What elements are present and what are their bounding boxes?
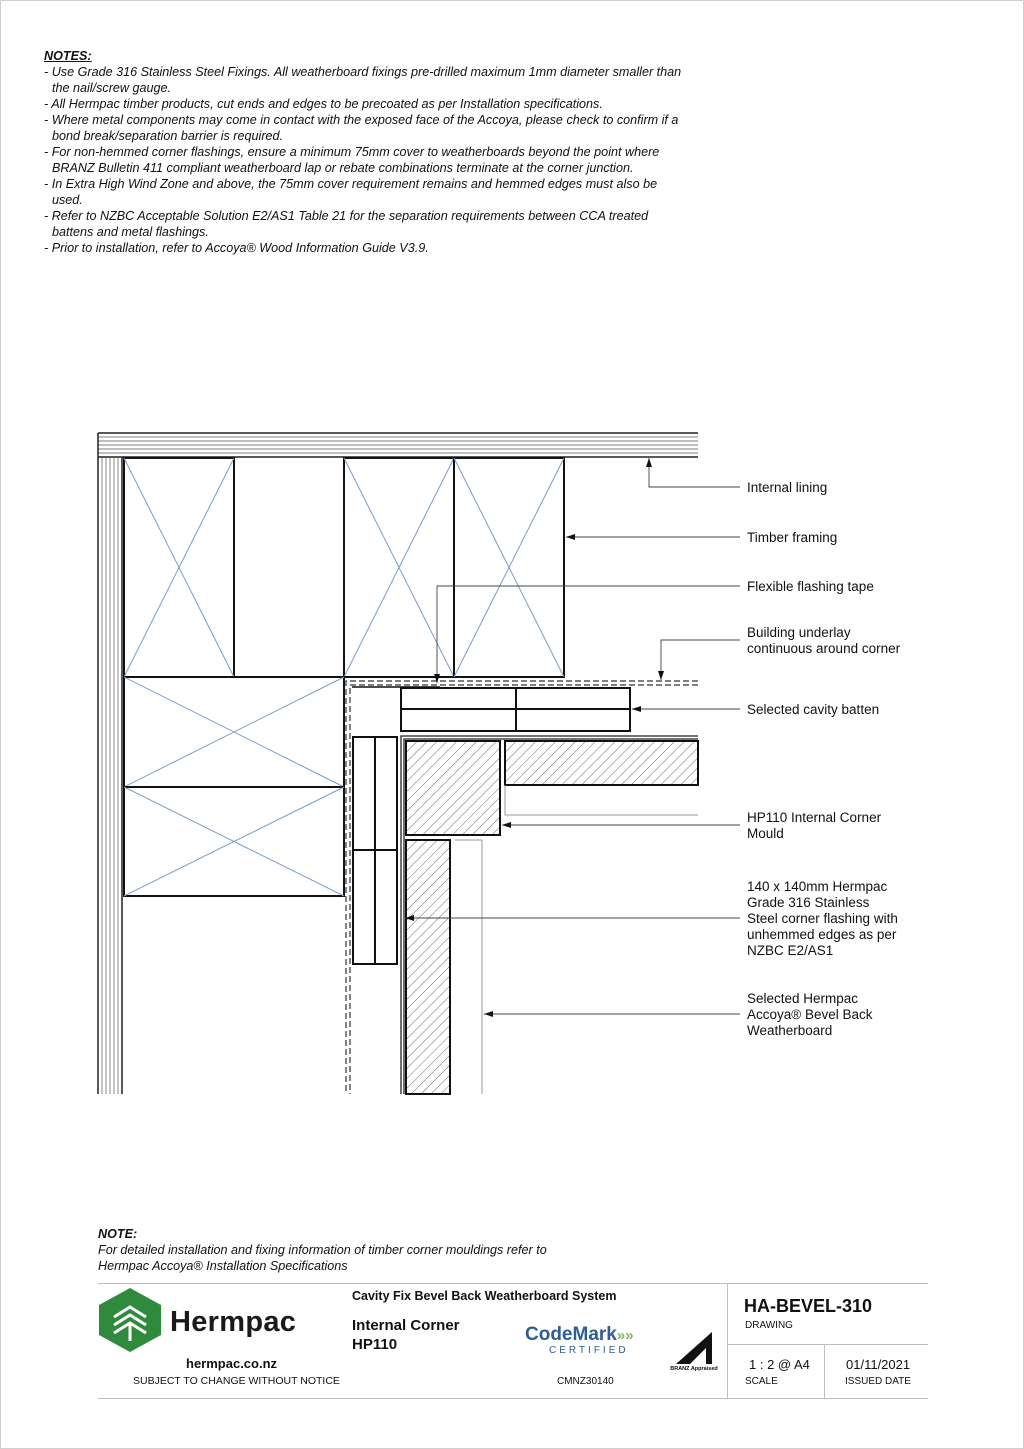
cavity-batten-horizontal [401,688,630,731]
note-item: - In Extra High Wind Zone and above, the 75mm cover requirement remains and hemmed edges must also be used. [44,177,658,207]
note-line: Hermpac Accoya® Installation Specifications [98,1259,348,1273]
scale-label: SCALE [745,1376,778,1387]
label-line: Building underlay [747,625,851,640]
note-line: For detailed installation and fixing information of timber corner mouldings refer to [98,1243,547,1257]
title-line: Internal Corner [352,1317,460,1334]
label-line: Mould [747,826,784,841]
label-line: Steel corner flashing with [747,911,898,926]
divider [98,1398,928,1399]
cavity-batten-vertical [353,737,397,964]
weatherboard-horizontal [505,741,698,785]
internal-lining-top [98,433,698,457]
website-link: hermpac.co.nz [186,1356,278,1371]
label-weatherboard [747,991,873,1039]
codemark-text: CodeMark [525,1324,617,1345]
label-line: Accoya® Bevel Back [747,1007,873,1022]
label-line: 140 x 140mm Hermpac [747,879,888,894]
issued-date-label: ISSUED DATE [845,1376,911,1387]
certified-text: CERTIFIED [549,1345,629,1356]
label-corner-mould [747,810,881,842]
divider [727,1344,928,1345]
notes-block [44,48,684,256]
label-line: NZBC E2/AS1 [747,943,834,958]
brand-name: Hermpac [170,1306,297,1338]
weatherboard-vertical [406,840,450,1094]
hermpac-logo-icon [97,1287,163,1353]
label-flashing-tape: Flexible flashing tape [747,579,874,594]
scale-value: 1 : 2 @ A4 [749,1357,810,1372]
internal-lining-left [98,433,122,1094]
drawing-number: HA-BEVEL-310 [744,1296,873,1316]
branz-logo-icon [672,1330,716,1366]
title-line: HP110 [352,1336,398,1353]
internal-corner-mould [406,741,500,835]
drawing-title [352,1316,460,1354]
divider [824,1344,825,1399]
note-item: - For non-hemmed corner flashings, ensure a minimum 75mm cover to weatherboards beyond the point where BRANZ Bulletin 411 compliant weatherboard lap or rebate combinations terminate at the corner junction. [44,145,660,175]
installation-note [98,1226,658,1274]
label-internal-lining: Internal lining [747,480,828,495]
label-line: Weatherboard [747,1023,833,1038]
system-name: Cavity Fix Bevel Back Weatherboard System [352,1289,617,1303]
label-timber-framing: Timber framing [747,530,838,545]
label-line: unhemmed edges as per [747,927,897,942]
chevrons-icon: »» [616,1327,634,1344]
disclaimer: SUBJECT TO CHANGE WITHOUT NOTICE [133,1375,340,1387]
divider [727,1283,728,1399]
drawing-label: DRAWING [745,1320,793,1331]
codemark-logo [525,1324,634,1346]
label-cavity-batten: Selected cavity batten [747,702,880,717]
note-item: - Where metal components may come in contact with the exposed face of the Accoya, please check to confirm if a bond break/separation barrier is required. [44,113,679,143]
label-line: continuous around corner [747,641,901,656]
label-line: Grade 316 Stainless [747,895,870,910]
label-line: Selected Hermpac [747,991,859,1006]
divider [98,1283,928,1284]
label-corner-flashing [747,879,898,959]
notes-title: NOTES: [44,49,92,63]
note-item: - All Hermpac timber products, cut ends and edges to be precoated as per Installation specifications. [44,97,603,111]
note-item: - Refer to NZBC Acceptable Solution E2/AS1 Table 21 for the separation requirements between CCA treated battens and metal flashings. [44,209,649,239]
note-item: - Use Grade 316 Stainless Steel Fixings. All weatherboard fixings pre-drilled maximum 1mm diameter smaller than the nail/screw gauge. [44,65,682,95]
note-title: NOTE: [98,1227,138,1241]
label-line: HP110 Internal Corner [747,810,882,825]
note-item: - Prior to installation, refer to Accoya® Wood Information Guide V3.9. [44,241,429,255]
label-building-underlay [747,625,900,657]
branz-appraised: BRANZ Appraised [670,1366,718,1372]
cert-number: CMNZ30140 [557,1376,614,1387]
issued-date: 01/11/2021 [846,1357,911,1372]
